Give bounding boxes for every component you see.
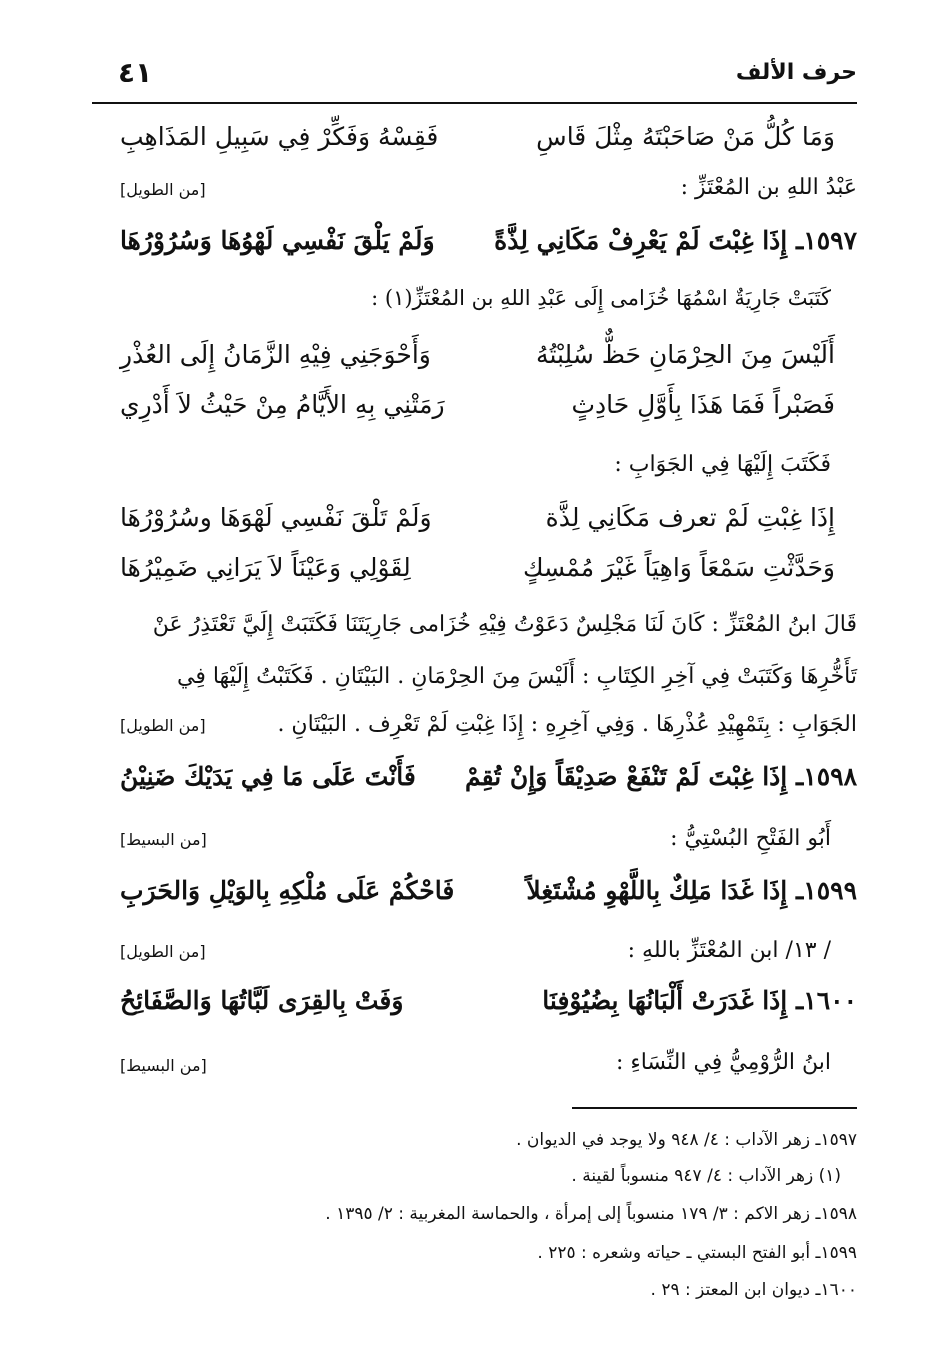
hemistich-second: رَمَتْنِي بِهِ الأَيَّامُ مِنْ حَيْثُ لاَ أَدْرِي bbox=[120, 390, 445, 419]
poet-name-1600: / ١٣/ ابن المُعْتَزِّ باللهِ : bbox=[627, 938, 831, 963]
verse-1598 bbox=[120, 762, 857, 802]
prose-line-1: قَالَ ابنُ المُعْتَزِّ : كَانَ لَنَا مَجْلِسٌ دَعَوْتُ فِيْهِ خُزَامى جَارِيَتَنَا فَكَتَبَتْ إِلَيَّ تَعْتَذِرُ عَنْ bbox=[152, 612, 857, 637]
meter-label-1599: [من البسيط] bbox=[120, 830, 207, 849]
poet-name-1597: عَبْدُ اللهِ بن المُعْتَزِّ : bbox=[680, 175, 857, 200]
hemistich-first: ١٥٩٩ـ إِذَا غَدَا مَلِكٌ بِاللَّهْوِ مُشْتَغِلاً bbox=[526, 876, 857, 905]
meter-label-1600: [من الطويل] bbox=[120, 942, 206, 961]
hemistich-first: ١٥٩٨ـ إِذَا غِبْتَ لَمْ تَنْفَعْ صَدِيْقَاً وَإِنْ تُقِمْ bbox=[464, 762, 857, 791]
reply-verse-1 bbox=[120, 503, 857, 543]
hemistich-first: وَحَدَّثْتِ سَمْعَاً وَاهِيَاً غَيْرَ مُمْسِكٍ bbox=[522, 553, 835, 582]
poet-name-next: ابنُ الرُّوْمِيُّ فِي النِّسَاءِ : bbox=[615, 1050, 831, 1075]
page-number: ٤١ bbox=[118, 56, 153, 89]
hemistich-second: فَأَنْتَ عَلَى مَا فِي يَدَيْكَ ضَنِيْنُ bbox=[120, 762, 416, 791]
verse-1597 bbox=[120, 226, 857, 266]
meter-label-1598: [من الطويل] bbox=[120, 716, 206, 735]
footnote-1: (١) زهر الآداب : ٤/ ٩٤٧ منسوباً لقينة . bbox=[571, 1166, 841, 1186]
footnote-1598: ١٥٩٨ـ زهر الاكم : ٣/ ١٧٩ منسوباً إلى إمرأة ، والحماسة المغربية : ٢/ ١٣٩٥ . bbox=[325, 1204, 857, 1224]
header-rule bbox=[92, 102, 857, 104]
hemistich-second: وَفَتْ بِالقِرَى لَبَّاتُهَا وَالصَّفَائِحُ bbox=[120, 986, 404, 1015]
letter-verse-2 bbox=[120, 390, 857, 430]
hemistich-second: لِقَوْلِي وَعَيْنَاً لاَ يَرَانِي ضَمِيْرُهَا bbox=[120, 553, 411, 582]
meter-label-next: [من البسيط] bbox=[120, 1056, 207, 1075]
hemistich-second: وَلَمْ تَلْقَ نَفْسِي لَهْوَهَا وسُرُوْرُهَا bbox=[120, 503, 432, 532]
letter-verse-1 bbox=[120, 340, 857, 380]
hemistich-second: وَأَحْوَجَنِي فِيْهِ الزَّمَانُ إِلَى العُذْرِ bbox=[120, 340, 431, 369]
hemistich-first: فَصَبْراً فَمَا هَذَا بِأَوَّلِ حَادِثٍ bbox=[571, 390, 835, 419]
reply-verse-2 bbox=[120, 553, 857, 593]
hemistich-first: ١٦٠٠ـ إِذَا غَدَرَتْ أَلْبَانُهَا بِضُيُوْفِنَا bbox=[542, 986, 857, 1015]
hemistich-first: ١٥٩٧ـ إِذَا غِبْتَ لَمْ يَعْرِفْ مَكَانِي لِذَّةً bbox=[494, 226, 857, 255]
prose-line-3: الجَوَابِ : بِتَمْهِيْدِ عُذْرِهَا . وَفِي آخِرِهِ : إِذَا غِبْتِ لَمْ تَعْرِف . البَيْتَانِ . bbox=[277, 712, 857, 737]
hemistich-first: وَمَا كُلُّ مَنْ صَاحَبْتَهُ مِثْلَ قَاسِ bbox=[536, 122, 835, 151]
footnote-1600: ١٦٠٠ـ ديوان ابن المعتز : ٢٩ . bbox=[650, 1280, 857, 1300]
footnote-rule bbox=[572, 1107, 857, 1109]
poet-name-1599: أَبُو الفَتْحِ البُسْتِيُّ : bbox=[670, 826, 831, 851]
footnote-1599: ١٥٩٩ـ أبو الفتح البستي ـ حياته وشعره : ٢٢٥ . bbox=[537, 1243, 857, 1263]
hemistich-first: إِذَا غِبْتِ لَمْ تعرف مَكَانِي لِذَّة bbox=[545, 503, 835, 532]
verse-1600 bbox=[120, 986, 857, 1026]
hemistich-second: فَاحْكُمْ عَلَى مُلْكِهِ بِالوَيْلِ وَالحَرَبِ bbox=[120, 876, 455, 905]
hemistich-second: فَقِسْهُ وَفَكِّرْ فِي سَبِيلِ المَذَاهِبِ bbox=[120, 122, 439, 151]
running-header-title: حرف الألف bbox=[735, 60, 857, 85]
hemistich-second: وَلَمْ يَلْقَ نَفْسِي لَهْوُهَا وَسُرُوْرُهَا bbox=[120, 226, 435, 255]
hemistich-first: أَلَيْسَ مِنَ الحِرْمَانِ حَظٌّ سُلِبْتُهُ bbox=[536, 340, 835, 369]
verse-top bbox=[120, 122, 857, 162]
footnote-1597: ١٥٩٧ـ زهر الآداب : ٤/ ٩٤٨ ولا يوجد في الديوان . bbox=[516, 1130, 857, 1150]
meter-label-1597: [من الطويل] bbox=[120, 180, 206, 199]
reply-intro: فَكَتَبَ إِلَيْهَا فِي الجَوَابِ : bbox=[614, 452, 831, 477]
prose-line-2: تَأَخُّرِهَا وَكَتَبَتْ فِي آخِرِ الكِتَابِ : أَلَيْسَ مِنَ الحِرْمَانِ . البَيْتَانِ . فَكَتَبْتُ إِلَيْهَا فِي bbox=[177, 664, 857, 689]
letter-intro: كَتَبَتْ جَارِيَةٌ اسْمُهَا خُزَامى إِلَى عَبْدِ اللهِ بن المُعْتَزِّ(١) : bbox=[371, 286, 831, 310]
verse-1599 bbox=[120, 876, 857, 916]
